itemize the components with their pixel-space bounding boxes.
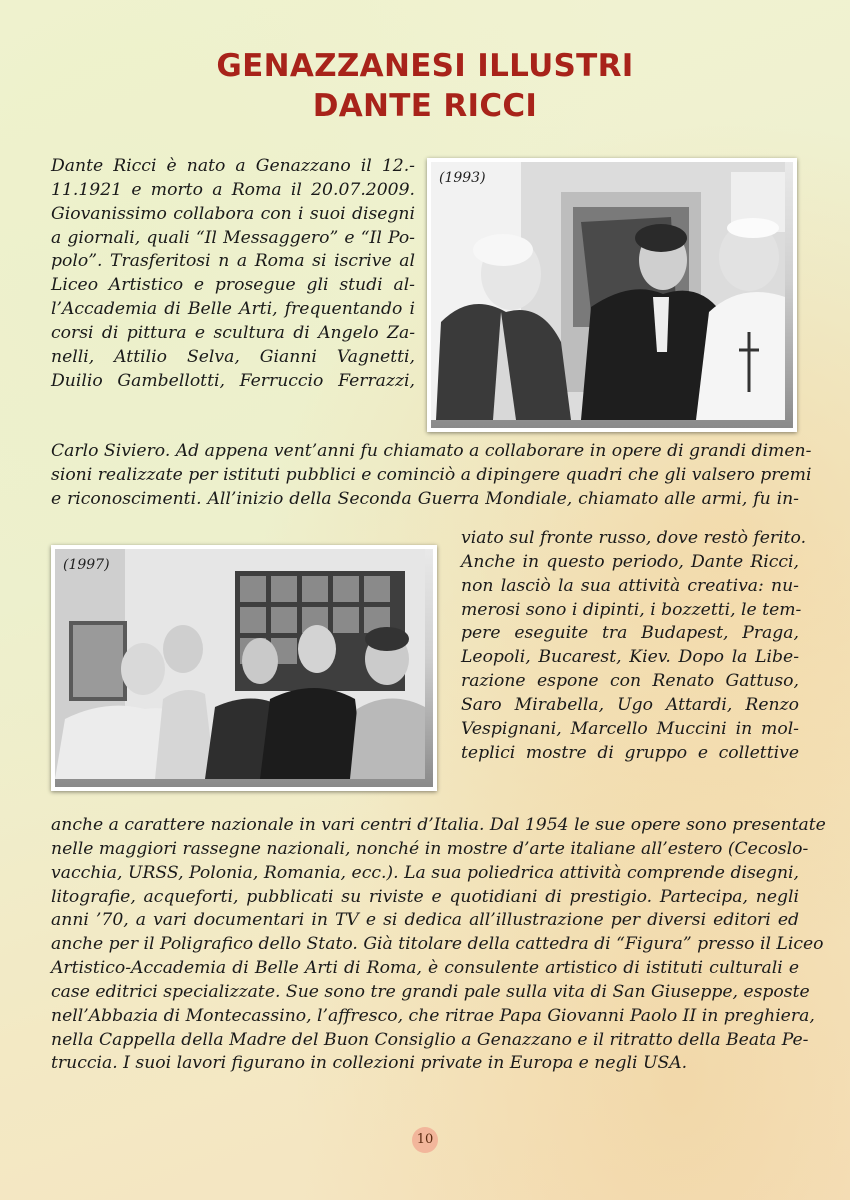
photo-1997 <box>51 545 437 791</box>
text-line: non lasciò la sua attività creativa: nu- <box>461 575 799 596</box>
text-line: nelle maggiori rassegne nazionali, nonché in mostre d’arte italiane all’estero (Cecoslo- <box>51 838 809 859</box>
text-line: corsi di pittura e scultura di Angelo Za- <box>51 322 415 343</box>
text-line: Saro Mirabella, Ugo Attardi, Renzo <box>461 694 799 715</box>
text-line: vacchia, URSS, Polonia, Romania, ecc.). La sua poliedrica attività comprende disegni, <box>51 862 799 883</box>
photo-1997-illustration <box>55 549 425 779</box>
text-line: Carlo Siviero. Ad appena vent’anni fu chiamato a collaborare in opere di grandi dimen- <box>51 441 812 461</box>
photo-1993 <box>427 158 797 432</box>
page-number: 10 <box>412 1127 438 1153</box>
text-line: l’Accademia di Belle Arti, frequentando i <box>51 299 415 320</box>
body-text-block-3 <box>461 527 807 765</box>
text-line: nella Cappella della Madre del Buon Consiglio a Genazzano e il ritratto della Beata Pe- <box>51 1029 809 1050</box>
text-line: a giornali, quali “Il Messaggero” e “Il Po- <box>51 227 415 248</box>
photo-caption-1993: (1993) <box>439 170 486 186</box>
text-line: razione espone con Renato Gattuso, <box>461 671 799 692</box>
photo-caption-1997: (1997) <box>63 557 110 573</box>
body-text-block-2 <box>51 440 812 512</box>
photo-1993-image <box>431 162 793 428</box>
text-line: 11.1921 e morto a Roma il 20.07.2009. <box>51 179 415 200</box>
text-line: Leopoli, Bucarest, Kiev. Dopo la Libe- <box>461 647 799 668</box>
text-line: pere eseguite tra Budapest, Praga, <box>461 623 799 644</box>
text-line: case editrici specializzate. Sue sono tre grandi pale sulla vita di San Giuseppe, esposte <box>51 981 810 1002</box>
text-line: polo”. Trasferitosi n a Roma si iscrive al <box>51 251 415 272</box>
text-line: Anche in questo periodo, Dante Ricci, <box>461 551 799 572</box>
text-line: nelli, Attilio Selva, Gianni Vagnetti, <box>51 346 415 367</box>
body-text-block-1 <box>51 155 415 393</box>
text-line: Liceo Artistico e prosegue gli studi al- <box>51 275 415 296</box>
text-line: anni ’70, a vari documentari in TV e si dedica all’illustrazione per diversi editori ed <box>51 910 799 931</box>
body-text-block-4 <box>51 814 826 1076</box>
text-line: Vespignani, Marcello Muccini in mol- <box>461 718 799 739</box>
text-line: Duilio Gambellotti, Ferruccio Ferrazzi, <box>51 370 415 391</box>
text-line: anche a carattere nazionale in vari centri d’Italia. Dal 1954 le sue opere sono presentate <box>51 815 826 835</box>
page-title: GENAZZANESI ILLUSTRI <box>216 48 634 84</box>
text-line: Artistico-Accademia di Belle Arti di Roma, è consulente artistico di istituti culturali e <box>51 958 799 979</box>
text-line: nell’Abbazia di Montecassino, l’affresco, che ritrae Papa Giovanni Paolo II in preghiera, <box>51 1005 815 1026</box>
text-line: litografie, acqueforti, pubblicati su riviste e quotidiani di prestigio. Partecipa, negli <box>51 886 799 907</box>
photo-1997-image <box>55 549 433 787</box>
text-line: anche per il Poligrafico dello Stato. Già titolare della cattedra di “Figura” presso il Liceo <box>51 934 824 955</box>
text-line: merosi sono i dipinti, i bozzetti, le tem- <box>461 599 802 620</box>
text-line: sioni realizzate per istituti pubblici e cominciò a dipingere quadri che gli valsero premi <box>51 464 812 485</box>
text-line: teplici mostre di gruppo e collettive <box>461 742 799 763</box>
text-line: viato sul fronte russo, dove restò ferito. <box>461 528 807 548</box>
text-line: e riconoscimenti. All’inizio della Seconda Guerra Mondiale, chiamato alle armi, fu in- <box>51 488 799 509</box>
photo-1993-illustration <box>431 162 785 420</box>
text-line: Dante Ricci è nato a Genazzano il 12.- <box>51 156 415 176</box>
text-line: Giovanissimo collabora con i suoi disegni <box>51 203 415 224</box>
page-subtitle: DANTE RICCI <box>312 88 538 124</box>
text-line: truccia. I suoi lavori figurano in collezioni private in Europa e negli USA. <box>51 1053 688 1074</box>
